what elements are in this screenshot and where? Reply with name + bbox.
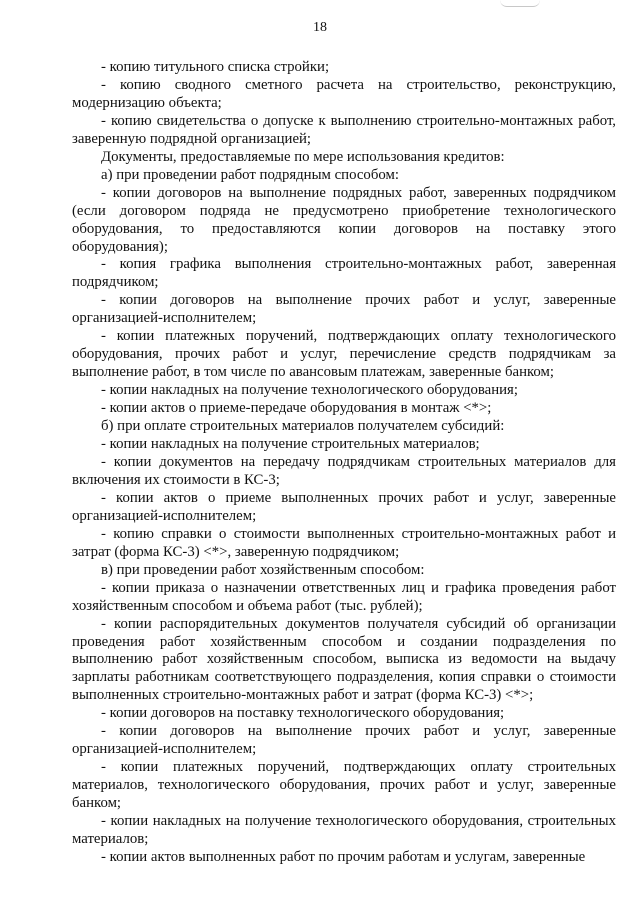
subsection-heading: а) при проведении работ подрядным способом: <box>101 166 399 183</box>
paragraph: - копии накладных на получение строительных материалов; <box>101 436 480 453</box>
paragraph: - копии накладных на получение технологического оборудования, строительных материалов; <box>72 813 616 847</box>
paragraph: - копии договоров на выполнение подрядных работ, заверенных подрядчиком (если договором подряда не предусмотрено приобретение технологического оборудования, то предоставляются копии договоров на поставку этого оборудования); <box>72 184 616 255</box>
paragraph: - копии документов на передачу подрядчикам строительных материалов для включения их стоимости в КС-3; <box>72 453 616 488</box>
paragraph: - копии договоров на выполнение прочих работ и услуг, заверенные организацией-исполнителем; <box>72 292 616 327</box>
paragraph: - копию свидетельства о допуске к выполнению строительно-монтажных работ, заверенную подрядной организацией; <box>72 112 616 147</box>
paragraph: - копии договоров на поставку технологического оборудования; <box>101 705 505 722</box>
paragraph: - копии актов выполненных работ по прочим работам и услугам, заверенные <box>101 848 586 865</box>
paragraph: - копии договоров на выполнение прочих работ и услуг, заверенные организацией-исполнителем; <box>72 723 616 758</box>
subsection-heading: в) при проведении работ хозяйственным способом: <box>101 561 425 578</box>
paragraph: - копия графика выполнения строительно-монтажных работ, заверенная подрядчиком; <box>72 256 616 291</box>
paragraph: - копию титульного списка стройки; <box>101 59 330 75</box>
document-body <box>72 59 616 867</box>
paragraph: - копию сводного сметного расчета на строительство, реконструкцию, модернизацию объекта; <box>72 76 616 111</box>
paragraph: - копии платежных поручений, подтверждающих оплату строительных материалов, технологического оборудования, прочих работ и услуг, заверенные банком; <box>72 759 616 812</box>
paragraph: - копии накладных на получение технологического оборудования; <box>101 382 518 399</box>
paragraph: - копии актов о приеме выполненных прочих работ и услуг, заверенные организацией-исполнителем; <box>72 489 616 524</box>
page-number: 18 <box>313 20 327 35</box>
subsection-heading: б) при оплате строительных материалов получателем субсидий: <box>101 418 505 435</box>
paragraph: - копию справки о стоимости выполненных строительно-монтажных работ и затрат (форма КС-3) <*>, заверенную подрядчиком; <box>72 525 616 560</box>
paragraph: - копии распорядительных документов получателя субсидий об организации проведения работ хозяйственным способом и создании подразделения по выполнению работ хозяйственным способом, выписка из ведомости на выдачу зарплаты работникам соответствующего подразделения, копия справки о стоимости выполненных строительно-монтажных работ и затрат (форма КС-3) <*>; <box>72 615 616 704</box>
section-heading: Документы, предоставляемые по мере использования кредитов: <box>101 148 505 165</box>
paragraph: - копии приказа о назначении ответственных лиц и графика проведения работ хозяйственным способом и объема работ (тыс. рублей); <box>72 579 616 614</box>
paragraph: - копии актов о приеме-передаче оборудования в монтаж <*>; <box>101 400 492 417</box>
scan-edge-mark <box>500 0 540 7</box>
paragraph: - копии платежных поручений, подтверждающих оплату технологического оборудования, прочих работ и услуг, перечисление средств подрядчикам за выполнение работ, в том числе по авансовым платежам, заверенные банком; <box>72 328 616 381</box>
